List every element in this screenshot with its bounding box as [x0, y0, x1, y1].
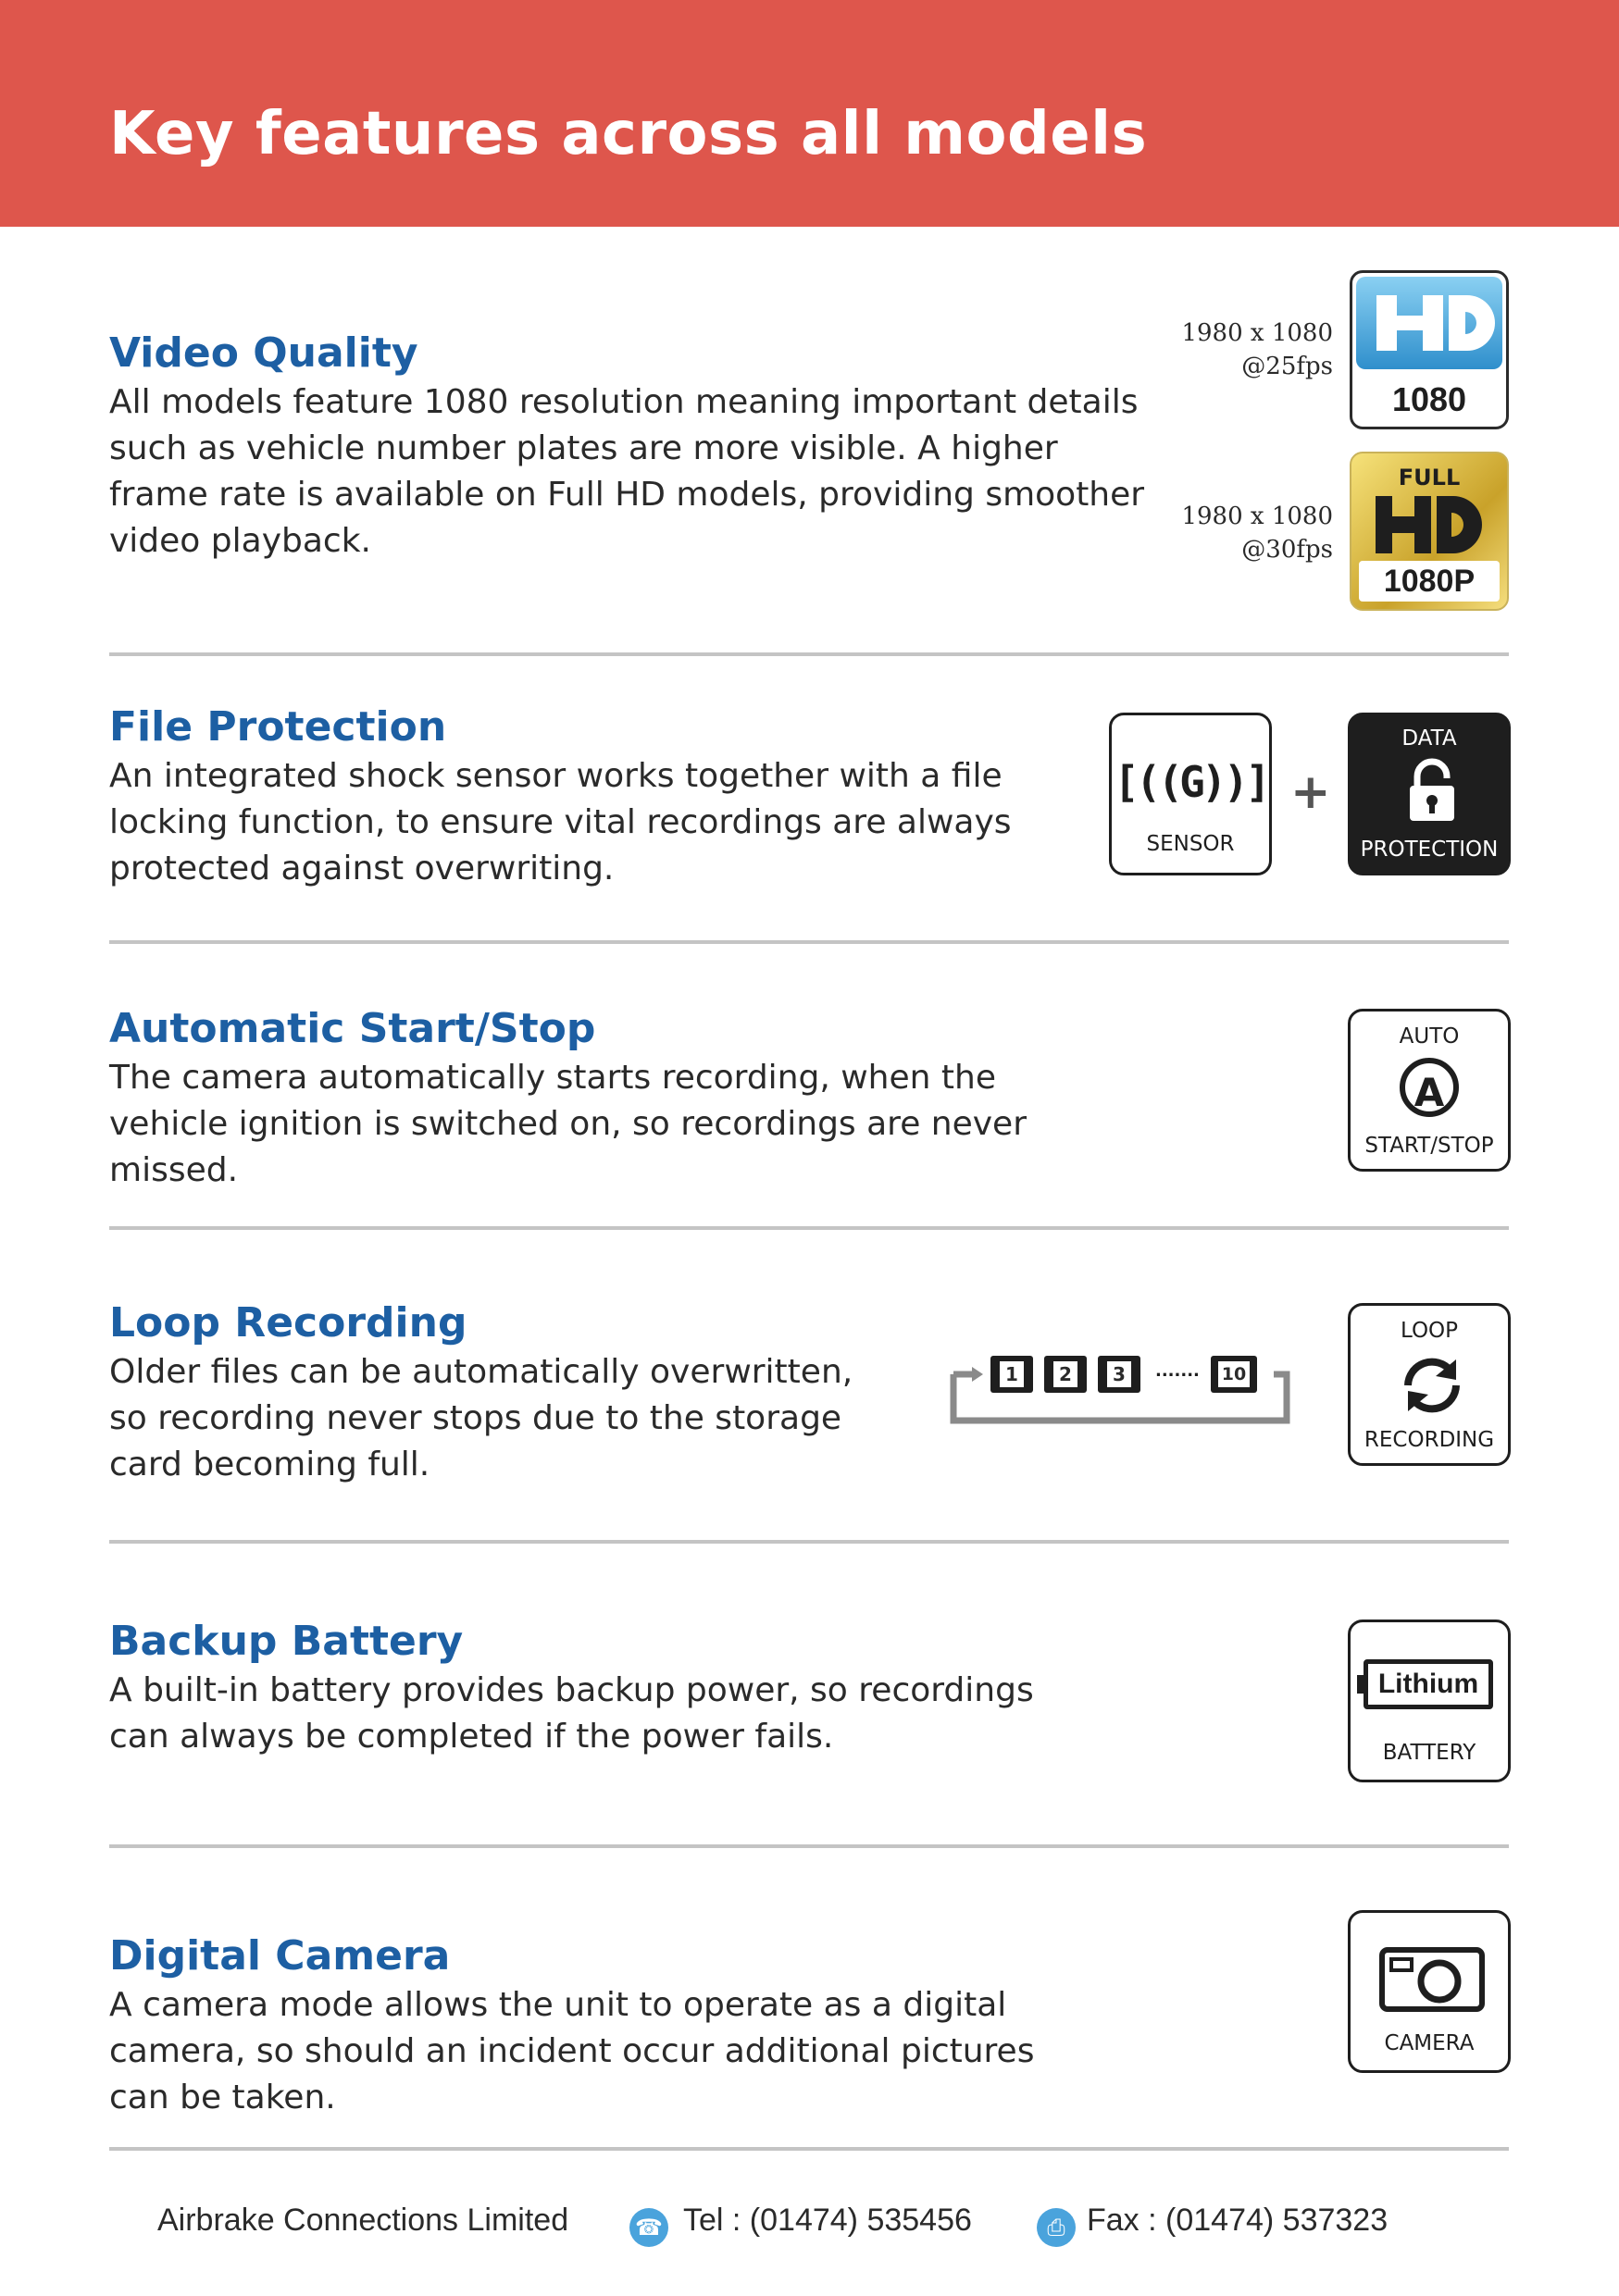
section-body: The camera automatically starts recording, when the vehicle ignition is switched on, so recordings are never missed.	[109, 1059, 1027, 1189]
res-line: @30fps	[1241, 536, 1333, 564]
plus-icon: +	[1290, 764, 1331, 820]
g-sensor-badge	[1109, 713, 1272, 875]
divider	[109, 940, 1509, 944]
fax-icon: ⎙	[1037, 2208, 1076, 2247]
section-loop-recording	[109, 1294, 1509, 1525]
section-title: Backup Battery	[109, 1618, 464, 1665]
res-line: 1980 x 1080	[1181, 503, 1333, 530]
auto-glyph-wrap	[1351, 1054, 1508, 1121]
loop-recording-badge	[1348, 1303, 1511, 1466]
section-title: Loop Recording	[109, 1299, 467, 1347]
section-title: File Protection	[109, 703, 447, 751]
protection-label: PROTECTION	[1360, 838, 1499, 862]
badge-top-label: AUTO	[1399, 1024, 1460, 1049]
hd-icon	[1356, 277, 1502, 369]
hd-1080-badge	[1350, 270, 1509, 429]
data-label: DATA	[1401, 726, 1457, 751]
section-title: Video Quality	[109, 329, 418, 377]
section-backup-battery	[109, 1612, 1509, 1797]
film-frame	[990, 1356, 1033, 1393]
footer-tel: Tel : (01474) 535456	[683, 2203, 972, 2238]
loop-diagram	[944, 1347, 1296, 1430]
badge-bottom-label: RECORDING	[1364, 1428, 1495, 1452]
resolution-label-hd	[1148, 316, 1333, 383]
film-frame	[1098, 1356, 1140, 1393]
auto-start-stop-badge	[1348, 1009, 1511, 1172]
badge-top-label: LOOP	[1400, 1319, 1459, 1343]
divider	[109, 1540, 1509, 1544]
battery-terminal	[1357, 1675, 1364, 1694]
frame-number: 2	[1053, 1361, 1077, 1387]
fullhd-label: 1080P	[1383, 564, 1476, 599]
section-title: Digital Camera	[109, 1932, 451, 1980]
frames-ellipsis: .......	[1155, 1361, 1200, 1381]
section-title: Automatic Start/Stop	[109, 1005, 596, 1052]
camera-icon	[1378, 1944, 1486, 2015]
section-body: All models feature 1080 resolution meaning important details such as vehicle number plates are more visible. A higher frame rate is available on Full HD models, providing smoother video playback.	[109, 383, 1145, 560]
footer-fax: Fax : (01474) 537323	[1087, 2203, 1389, 2238]
section-body: Older files can be automatically overwritten, so recording never stops due to the storage card becoming full.	[109, 1353, 853, 1483]
fullhd-hd-icon	[1370, 490, 1490, 561]
battery-icon	[1364, 1659, 1493, 1709]
loop-cycle-icon	[1395, 1348, 1469, 1422]
auto-a-icon: A	[1400, 1058, 1459, 1117]
section-body: An integrated shock sensor works together with a file locking function, to ensure vital recordings are always protected against overwriting.	[109, 757, 1012, 887]
badge-bottom-label: CAMERA	[1384, 2031, 1475, 2055]
battery-label: Lithium	[1377, 1669, 1479, 1699]
divider	[109, 2147, 1509, 2151]
frame-number: 3	[1107, 1361, 1131, 1387]
fullhd-label-box	[1359, 561, 1500, 602]
phone-icon: ☎	[629, 2208, 668, 2247]
section-body: A built-in battery provides backup power, so recordings can always be completed if the power fails.	[109, 1671, 1034, 1756]
full-hd-1080p-badge	[1350, 452, 1509, 611]
section-automatic-start-stop	[109, 999, 1509, 1189]
film-frame	[1211, 1356, 1257, 1393]
divider	[109, 1844, 1509, 1848]
sensor-glyph-wrap	[1112, 749, 1269, 815]
camera-badge	[1348, 1910, 1511, 2073]
divider	[109, 652, 1509, 656]
badge-bottom-label: BATTERY	[1382, 1741, 1476, 1765]
badge-bottom-label: START/STOP	[1364, 1134, 1494, 1158]
frame-number: 10	[1218, 1361, 1250, 1387]
res-line: 1980 x 1080	[1181, 319, 1333, 347]
data-protection-badge	[1348, 713, 1511, 875]
section-digital-camera	[109, 1927, 1509, 2116]
g-sensor-icon: [((G))]	[1114, 757, 1267, 807]
hd-label: 1080	[1391, 380, 1467, 418]
resolution-label-fullhd	[1148, 500, 1333, 566]
divider	[109, 1226, 1509, 1230]
section-body: A camera mode allows the unit to operate as a digital camera, so should an incident occur additional pictures can be taken.	[109, 1986, 1035, 2116]
film-frame	[1044, 1356, 1087, 1393]
header-banner	[0, 0, 1619, 227]
sensor-label: SENSOR	[1146, 832, 1235, 856]
res-line: @25fps	[1241, 353, 1333, 380]
fullhd-top: FULL	[1398, 465, 1461, 490]
lithium-battery-badge	[1348, 1620, 1511, 1782]
footer-company: Airbrake Connections Limited	[157, 2203, 569, 2238]
frame-number: 1	[1000, 1361, 1024, 1387]
padlock-icon	[1404, 758, 1460, 825]
page-title: Key features across all models	[109, 100, 1148, 168]
